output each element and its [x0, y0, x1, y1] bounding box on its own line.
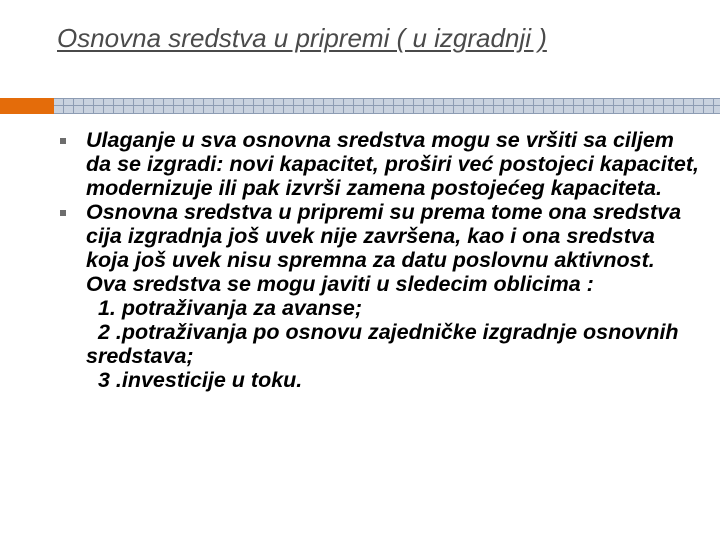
- accent-bar-orange: [0, 98, 54, 114]
- bullet-square-icon: [60, 210, 66, 216]
- list-item: 3 .investicije u toku.: [86, 368, 303, 392]
- bullet-text: Ulaganje u sva osnovna sredstva mogu se vršiti sa ciljem da se izgradi: novi kapacitet, proširi već postojeci kapacitet, modernizuje ili pak izvrši zamena postojećeg kapaciteta.: [86, 128, 699, 200]
- bullet-square-icon: [60, 138, 66, 144]
- bullet-item: [60, 128, 700, 200]
- accent-bar-pattern: [54, 98, 720, 114]
- slide-body: [60, 128, 700, 392]
- slide-title: Osnovna sredstva u pripremi ( u izgradnji ): [57, 23, 547, 53]
- bullet-item: [60, 200, 700, 296]
- list-item: 1. potraživanja za avanse;: [86, 296, 363, 320]
- bullet-text: Osnovna sredstva u pripremi su prema tome ona sredstva cija izgradnja još uvek nije završena, kao i ona sredstva koja još uvek nisu spremna za datu poslovnu aktivnost. Ova sredstva se mogu javiti u sledecim oblicima :: [86, 200, 682, 296]
- list-item: 2 .potraživanja po osnovu zajedničke izgradnje osnovnih sredstava;: [86, 320, 685, 368]
